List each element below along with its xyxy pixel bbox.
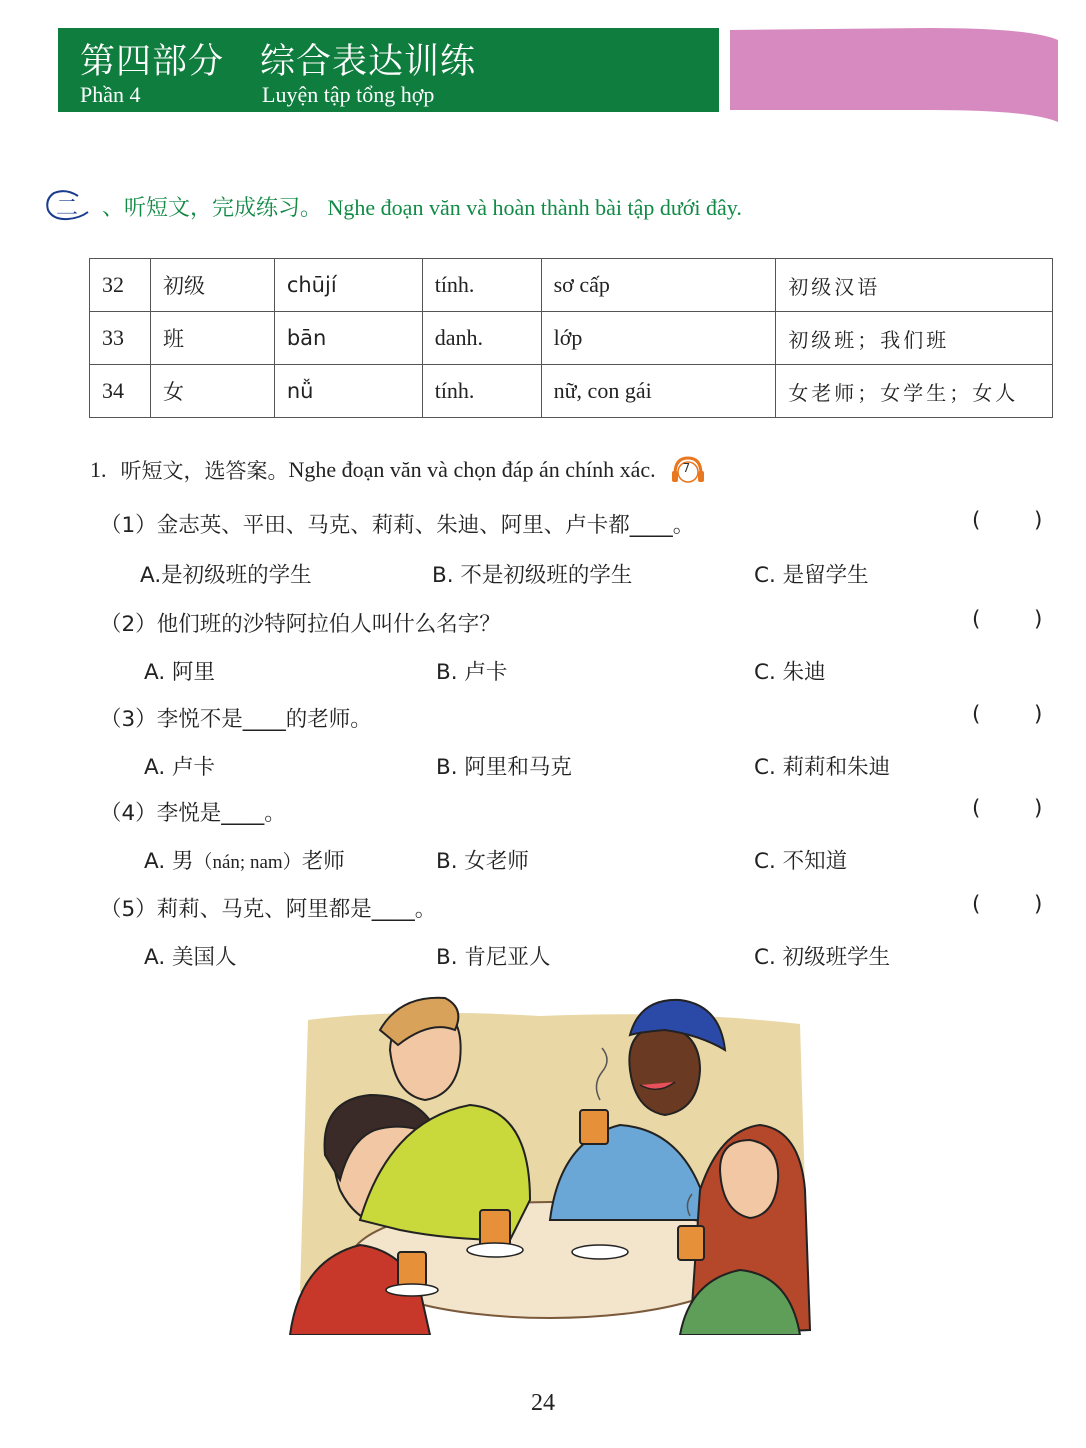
question-label: （1）	[100, 513, 157, 538]
question-text: 李悦不是____的老师。	[156, 707, 372, 732]
vocab-pos: tính.	[422, 259, 541, 312]
option-b[interactable]: B. 阿里和马克	[436, 755, 572, 780]
question-1	[100, 508, 1050, 542]
answer-blank-open[interactable]: (	[972, 796, 981, 821]
option-a[interactable]: A.是初级班的学生	[140, 563, 312, 588]
vocab-num: 33	[90, 312, 151, 365]
exercise-instruction-cn: 听短文，选答案。	[120, 459, 289, 483]
option-a[interactable]: A. 男（nán; nam）老师	[144, 849, 345, 874]
question-text: 金志英、平田、马克、莉莉、朱迪、阿里、卢卡都____。	[156, 513, 695, 538]
option-a[interactable]: A. 阿里	[144, 660, 215, 685]
section-number: 二	[44, 188, 90, 224]
option-b[interactable]: B. 女老师	[436, 849, 529, 874]
question-label: （2）	[100, 612, 157, 637]
option-c[interactable]: C. 莉莉和朱迪	[754, 755, 891, 780]
section-heading	[44, 186, 742, 226]
vocab-pinyin: bān	[274, 312, 422, 365]
table-row	[90, 312, 1053, 365]
question-text: 他们班的沙特阿拉伯人叫什么名字？	[156, 612, 501, 637]
pinyin-note: （nán; nam）	[193, 852, 302, 873]
vocab-meaning: lớp	[541, 312, 776, 365]
students-tea-illustration	[280, 990, 825, 1335]
answer-blank-close: )	[1034, 607, 1043, 632]
option-a[interactable]: A. 卢卡	[144, 755, 215, 780]
answer-blank-open[interactable]: (	[972, 607, 981, 632]
table-row	[90, 365, 1053, 418]
vocab-hanzi: 女	[150, 365, 274, 418]
question-text: 莉莉、马克、阿里都是____。	[156, 897, 437, 922]
option-c[interactable]: C. 初级班学生	[754, 945, 891, 970]
vocab-example: 初级汉语	[776, 259, 1053, 312]
vocabulary-table	[89, 258, 1053, 418]
option-a[interactable]: A. 美国人	[144, 945, 237, 970]
question-5	[100, 892, 1050, 926]
answer-blank-close: )	[1034, 796, 1043, 821]
part-title-cn: 综合表达训练	[260, 42, 477, 82]
question-2	[100, 607, 1050, 641]
option-c[interactable]: C. 是留学生	[754, 563, 869, 588]
page-number: 24	[531, 1390, 555, 1416]
vocab-meaning: sơ cấp	[541, 259, 776, 312]
question-text: 李悦是____。	[156, 801, 286, 826]
chapter-banner	[58, 28, 719, 112]
option-c[interactable]: C. 朱迪	[754, 660, 826, 685]
exercise-title	[90, 454, 706, 486]
answer-blank-open[interactable]: (	[972, 702, 981, 727]
vocab-example: 初级班；我们班	[776, 312, 1053, 365]
audio-track-number: 7	[682, 461, 691, 475]
option-c[interactable]: C. 不知道	[754, 849, 848, 874]
question-label: （5）	[100, 897, 157, 922]
audio-track-button[interactable]	[670, 454, 706, 486]
vocab-hanzi: 班	[150, 312, 274, 365]
answer-blank-open[interactable]: (	[972, 892, 981, 917]
question-4	[100, 796, 1050, 830]
vocab-example: 女老师；女学生；女人	[776, 365, 1053, 418]
vocab-pos: danh.	[422, 312, 541, 365]
vocab-num: 34	[90, 365, 151, 418]
option-b[interactable]: B. 不是初级班的学生	[432, 563, 633, 588]
section-separator: 、	[102, 195, 125, 221]
question-label: （4）	[100, 801, 157, 826]
exercise-instruction-vn: Nghe đoạn văn và chọn đáp án chính xác.	[288, 457, 656, 482]
answer-blank-open[interactable]: (	[972, 508, 981, 533]
part-label-vn: Phần 4	[80, 82, 141, 107]
table-row	[90, 259, 1053, 312]
part-label-cn: 第四部分	[80, 42, 225, 82]
section-instruction-cn: 听短文，完成练习。	[124, 195, 323, 221]
vocab-num: 32	[90, 259, 151, 312]
question-3	[100, 702, 1050, 736]
section-instruction-vn: Nghe đoạn văn và hoàn thành bài tập dưới đây.	[327, 194, 742, 220]
question-label: （3）	[100, 707, 157, 732]
option-b[interactable]: B. 卢卡	[436, 660, 508, 685]
option-b[interactable]: B. 肯尼亚人	[436, 945, 551, 970]
part-title-vn: Luyện tập tổng hợp	[262, 82, 435, 107]
vocab-meaning: nữ, con gái	[541, 365, 776, 418]
answer-blank-close: )	[1034, 508, 1043, 533]
vocab-pos: tính.	[422, 365, 541, 418]
exercise-number: 1.	[90, 457, 107, 482]
vocab-pinyin: chūjí	[274, 259, 422, 312]
vocab-pinyin: nǚ	[274, 365, 422, 418]
answer-blank-close: )	[1034, 702, 1043, 727]
pink-tab-decoration	[730, 26, 1060, 122]
vocab-hanzi: 初级	[150, 259, 274, 312]
answer-blank-close: )	[1034, 892, 1043, 917]
